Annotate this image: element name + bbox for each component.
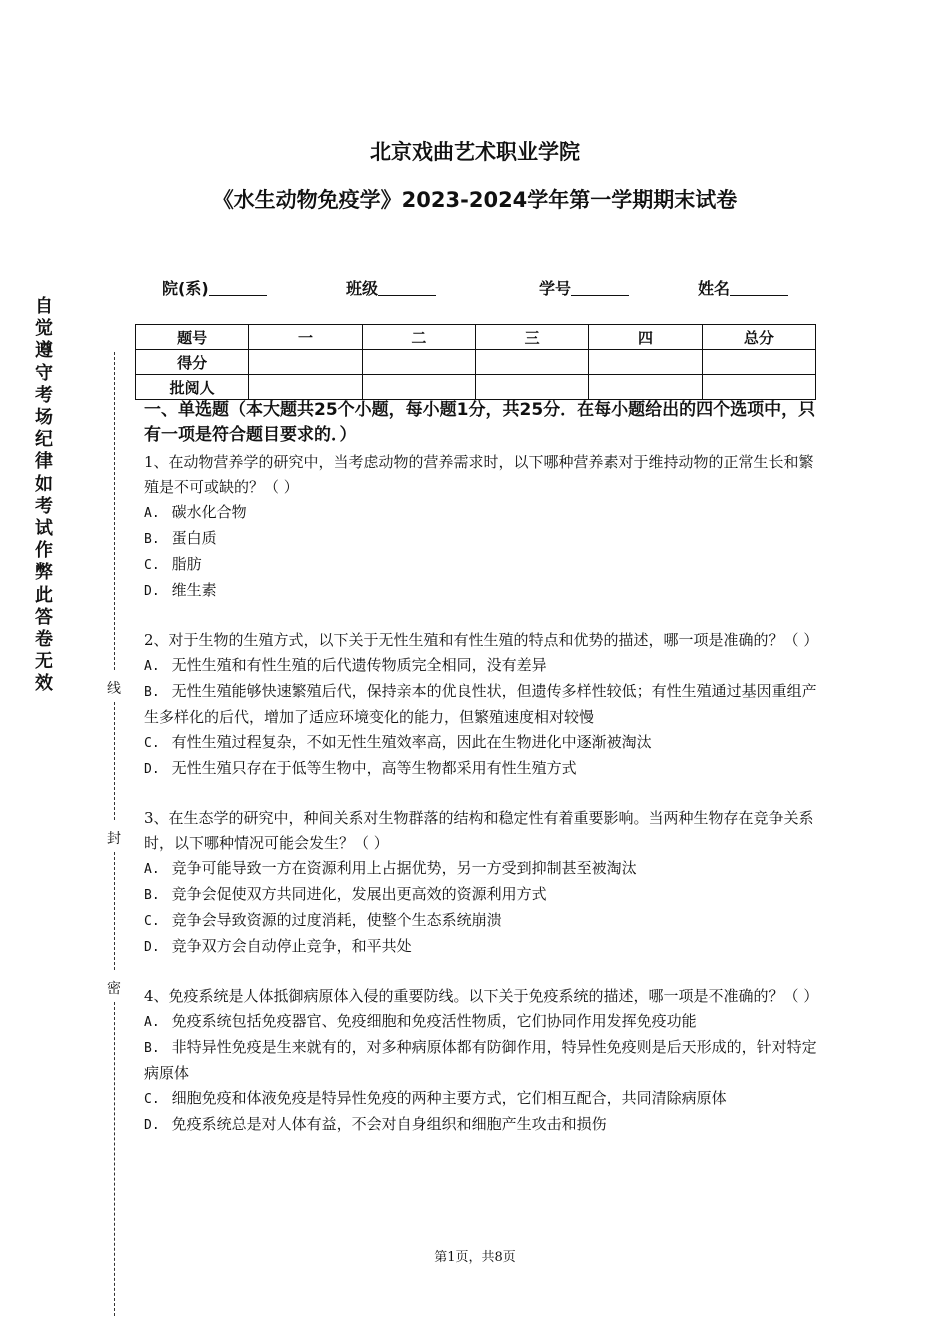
option <box>144 934 820 960</box>
option-label: B. <box>144 685 160 700</box>
class-field <box>346 276 436 299</box>
option-text: 竞争会促使双方共同进化，发展出更高效的资源利用方式 <box>171 885 547 903</box>
option-text: 免疫系统总是对人体有益，不会对自身组织和细胞产生攻击和损伤 <box>171 1115 607 1133</box>
option-text: 碳水化合物 <box>171 503 247 521</box>
option-label: B. <box>144 888 160 903</box>
option <box>144 1112 820 1138</box>
department-label: 院(系) <box>162 279 209 298</box>
option <box>144 526 820 552</box>
grader-row-label: 批阅人 <box>136 375 249 400</box>
department-field <box>162 276 267 299</box>
section-title: 一、单选题（本大题共25个小题，每小题1分，共25分．在每小题给出的四个选项中，只有一项是符合题目要求的．） <box>144 400 816 445</box>
option-text: 非特异性免疫是生来就有的，对多种病原体都有防御作用，特异性免疫则是后天形成的，针对特定病原体 <box>144 1038 817 1082</box>
option-text: 细胞免疫和体液免疫是特异性免疫的两种主要方式，它们相互配合，共同清除病原体 <box>171 1089 727 1107</box>
student-id-field <box>539 276 629 299</box>
warning-char: 守 <box>35 362 53 384</box>
option <box>144 730 820 756</box>
option-text: 无性生殖能够快速繁殖后代，保持亲本的优良性状，但遗传多样性较低；有性生殖通过基因重组产生多样化的后代，增加了适应环境变化的能力，但繁殖速度相对较慢 <box>144 682 817 726</box>
option-text: 蛋白质 <box>171 529 217 547</box>
option <box>144 500 820 526</box>
option-text: 有性生殖过程复杂，不如无性生殖效率高，因此在生物进化中逐渐被淘汰 <box>171 733 652 751</box>
warning-char: 考 <box>35 384 53 406</box>
option-text: 无性生殖只存在于低等生物中，高等生物都采用有性生殖方式 <box>171 759 577 777</box>
score-table-header-cell: 一 <box>249 325 362 350</box>
option <box>144 756 820 782</box>
option-label: C. <box>144 558 160 573</box>
warning-char: 此 <box>35 584 53 606</box>
warning-char: 遵 <box>35 340 53 362</box>
score-cell <box>362 350 475 375</box>
question <box>144 806 820 960</box>
grader-cell <box>702 375 815 400</box>
score-cell <box>589 350 702 375</box>
line-mark: 线 <box>106 678 122 698</box>
score-cell <box>702 350 815 375</box>
score-cell <box>249 350 362 375</box>
option-label: D. <box>144 1118 160 1133</box>
option <box>144 1009 820 1035</box>
warning-char: 场 <box>35 407 53 429</box>
warning-char: 觉 <box>35 318 53 340</box>
option-text: 竞争可能导致一方在资源利用上占据优势，另一方受到抑制甚至被淘汰 <box>171 859 637 877</box>
department-blank <box>209 281 267 296</box>
grader-cell <box>362 375 475 400</box>
warning-char: 卷 <box>35 629 53 651</box>
option-label: B. <box>144 532 160 547</box>
name-label: 姓名 <box>698 279 731 298</box>
option-label: C. <box>144 914 160 929</box>
warning-char: 如 <box>35 473 53 495</box>
option-label: D. <box>144 762 160 777</box>
option-label: D. <box>144 584 160 599</box>
question <box>144 628 820 782</box>
score-table-header-cell: 总分 <box>702 325 815 350</box>
option <box>144 856 820 882</box>
score-table-header-row <box>136 325 816 350</box>
student-id-label: 学号 <box>539 279 572 298</box>
score-row-label: 得分 <box>136 350 249 375</box>
option <box>144 908 820 934</box>
exam-content <box>144 398 820 1162</box>
question-stem: 3、在生态学的研究中，种间关系对生物群落的结构和稳定性有着重要影响。当两种生物存在竞争关系时，以下哪种情况可能会发生？（ ） <box>144 809 814 852</box>
warning-char: 弊 <box>35 562 53 584</box>
option-text: 免疫系统包括免疫器官、免疫细胞和免疫活性物质，它们协同作用发挥免疫功能 <box>171 1012 697 1030</box>
warning-char: 律 <box>35 451 53 473</box>
grader-cell <box>475 375 588 400</box>
binding-line <box>114 852 115 970</box>
score-cell <box>475 350 588 375</box>
option <box>144 552 820 578</box>
option <box>144 653 820 679</box>
option-text: 竞争双方会自动停止竞争，和平共处 <box>171 937 412 955</box>
score-table-header-cell: 四 <box>589 325 702 350</box>
option-text: 维生素 <box>171 581 217 599</box>
grader-row <box>136 375 816 400</box>
binding-line <box>114 352 115 670</box>
score-table <box>135 324 816 400</box>
warning-char: 自 <box>35 296 53 317</box>
option-text: 脂肪 <box>171 555 202 573</box>
question <box>144 450 820 604</box>
warning-char: 效 <box>35 673 53 695</box>
exam-title: 《水生动物免疫学》2023-2024学年第一学期期末试卷 <box>212 188 738 212</box>
exam-discipline-warning <box>33 296 55 696</box>
grader-cell <box>589 375 702 400</box>
score-table-header-cell: 二 <box>362 325 475 350</box>
option-label: B. <box>144 1041 160 1056</box>
score-table-header-cell: 题号 <box>136 325 249 350</box>
option <box>144 679 820 730</box>
question-stem: 2、对于生物的生殖方式，以下关于无性生殖和有性生殖的特点和优势的描述，哪一项是准确的？（ ） <box>144 631 819 649</box>
name-blank <box>730 281 788 296</box>
binding-line <box>114 1002 115 1316</box>
option <box>144 1035 820 1086</box>
student-id-blank <box>571 281 629 296</box>
option-label: A. <box>144 1015 160 1030</box>
warning-char: 作 <box>35 540 53 562</box>
option-label: A. <box>144 506 160 521</box>
option-label: C. <box>144 736 160 751</box>
option-label: D. <box>144 940 160 955</box>
score-table-header-cell: 三 <box>475 325 588 350</box>
question-stem: 1、在动物营养学的研究中，当考虑动物的营养需求时，以下哪种营养素对于维持动物的正常生长和繁殖是不可或缺的？（ ） <box>144 453 814 496</box>
page-number: 第1页，共8页 <box>434 1250 516 1265</box>
option-text: 竞争会导致资源的过度消耗，使整个生态系统崩溃 <box>171 911 502 929</box>
option <box>144 1086 820 1112</box>
score-row <box>136 350 816 375</box>
option <box>144 882 820 908</box>
secret-mark: 密 <box>106 978 122 998</box>
warning-char: 纪 <box>35 429 53 451</box>
option-text: 无性生殖和有性生殖的后代遗传物质完全相同，没有差异 <box>171 656 547 674</box>
name-field <box>698 276 788 299</box>
class-label: 班级 <box>346 279 379 298</box>
warning-char: 试 <box>35 518 53 540</box>
option-label: A. <box>144 862 160 877</box>
warning-char: 答 <box>35 606 53 628</box>
seal-mark: 封 <box>106 828 122 848</box>
option-label: A. <box>144 659 160 674</box>
option-label: C. <box>144 1092 160 1107</box>
warning-char: 考 <box>35 495 53 517</box>
grader-cell <box>249 375 362 400</box>
option <box>144 578 820 604</box>
class-blank <box>378 281 436 296</box>
question-stem: 4、免疫系统是人体抵御病原体入侵的重要防线。以下关于免疫系统的描述，哪一项是不准确的？（ ） <box>144 987 819 1005</box>
question <box>144 984 820 1138</box>
warning-char: 无 <box>35 651 53 673</box>
binding-line <box>114 702 115 820</box>
school-title: 北京戏曲艺术职业学院 <box>370 140 580 164</box>
